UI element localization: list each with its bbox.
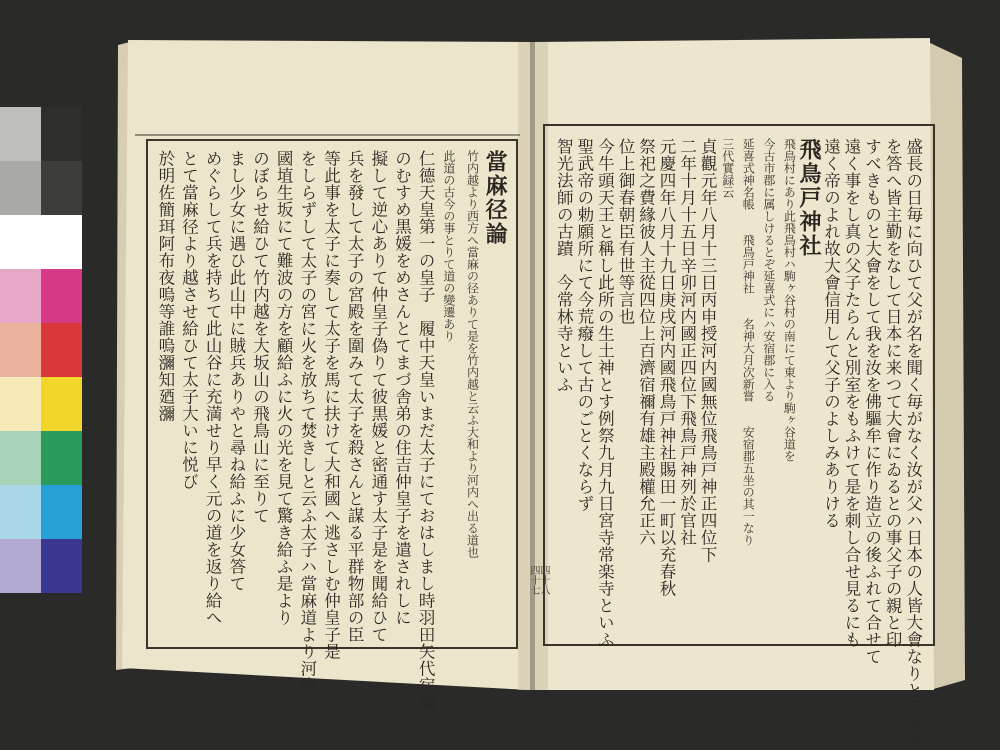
annotation-column: 今古市郡に属しけるとぞ延喜式にハ安宿郡に入る [761,138,776,402]
text-column: 擬して逆心ありて仲皇子偽りて彼黒媛と密通す太子是を聞給ひて [368,150,388,643]
text-column: をしらずして太子の宮に火を放ちて焚きしと云ふ太子ハ當麻道より河内の [297,150,317,711]
color-swatch [0,323,41,377]
text-column: のぼらせ給ひて竹内越を大坂山の飛鳥山に至りて [250,150,270,524]
text-column: 盛長の日毎に向ひて父が名を聞く毎がなく汝が父ハ日本の人皆大會なりと云ふ由 [903,138,923,750]
annotation-column: 延喜式神名帳 飛鳥戸神社 名神大月次新嘗 安宿郡五坐の其一なり [741,138,756,546]
color-swatch [0,107,41,161]
color-swatch [41,485,82,539]
text-column: めぐらして兵を持ちて此山谷に充満せり早く元の道を返り給へ [203,150,223,626]
text-column: 國埴生坂にて難波の方を顧給ふに火の光を見て驚き給ふ是より [274,150,294,626]
text-column: 智光法師の古蹟 今常林寺といふ [554,138,574,393]
text-column: 兵を發して太子の宮殿を圍みて太子を殺さんと謀る平群物部の臣 [345,150,365,643]
color-swatch [0,485,41,539]
color-swatch [0,539,41,593]
color-swatch [41,107,82,161]
color-swatch [41,215,82,269]
text-column: 今牛頭天王と稱し此所の生土神とす例祭九月九日宮寺常楽寺といふ [595,138,615,648]
color-swatch [0,161,41,215]
text-column: 二年十月十五日辛卯河内國正四位下飛鳥戸神列於官社 [677,138,697,546]
text-column: 等此事を太子に奏して太子を馬に扶けて大和國へ逃さしむ仲皇子是 [321,150,341,660]
text-column: すべきものと大會をして我を汝を佛驅牟に作り造立の後ふれて合せて [862,138,882,665]
text-column: のむすめ黒媛をめさんとてまづ舎弟の住吉仲皇子を遣されしに [392,150,412,626]
text-column: 遠く事をし真の父子たらんと別室をもふけて是を刺し合せ見るにも [842,138,862,648]
annotation-column: 三代實録云 [720,138,735,198]
text-column: を答へ皆主勤をなして日本に来つて大會にゐるとの事父子の親と印 [883,138,903,648]
text-column: 於明佐簡珥阿布夜嗚等誰嗚瀰知廼瀰 [155,150,175,422]
text-column: とて當麻径より越させ給ひて太子大いに悦び [179,150,199,490]
color-calibration-chart [0,107,82,593]
left-folio: 四十七 [528,565,539,595]
section-heading: 當麻径論 [482,150,509,246]
color-swatch [41,539,82,593]
text-column: 貞觀元年八月十三日丙申授河内國無位飛鳥戸神正四位下 [698,138,718,563]
right-folio: 四十八 [538,565,549,595]
text-column: 遠く帝のよれ故大會信用して父子のよしみありける [821,138,841,529]
color-swatch [41,323,82,377]
color-swatch [41,161,82,215]
annotation-column: 飛鳥村にあり此飛鳥村ハ駒ヶ谷村の南にて東より駒ヶ谷道を [782,138,797,462]
text-column: 元慶四年八月十九日庚戌河内國飛鳥戸神社賜田一町以充春秋 [657,138,677,597]
color-swatch [41,269,82,323]
text-column: まし少女に遇ひ此山中に賊兵ありやと尋ね給ふに少女答て [226,150,246,592]
annotation-column: 竹内越より西方へ當麻の径ありて是を竹内越と云ふ大和より河内へ出る道也 [465,150,480,558]
color-swatch [0,215,41,269]
text-column: 祭祀之費緣彼人主從四位上百濟宿禰有雄主殿權允正六 [636,138,656,546]
text-column: 聖武帝の勅願所にて今荒癈して古のごとくならず [574,138,594,512]
text-column: 仁德天皇第一の皇子 履中天皇いまだ太子にておはしまし時羽田矢代宿禰 [416,150,436,711]
color-swatch [0,377,41,431]
color-swatch [0,431,41,485]
color-swatch [0,269,41,323]
text-column: 位上御春朝臣有世等言也 [615,138,635,325]
color-swatch [41,431,82,485]
color-swatch [41,377,82,431]
annotation-column: 此道の古今の事とりて道の變遷あり [441,150,456,342]
section-heading: 飛鳥戸神社 [795,138,822,258]
